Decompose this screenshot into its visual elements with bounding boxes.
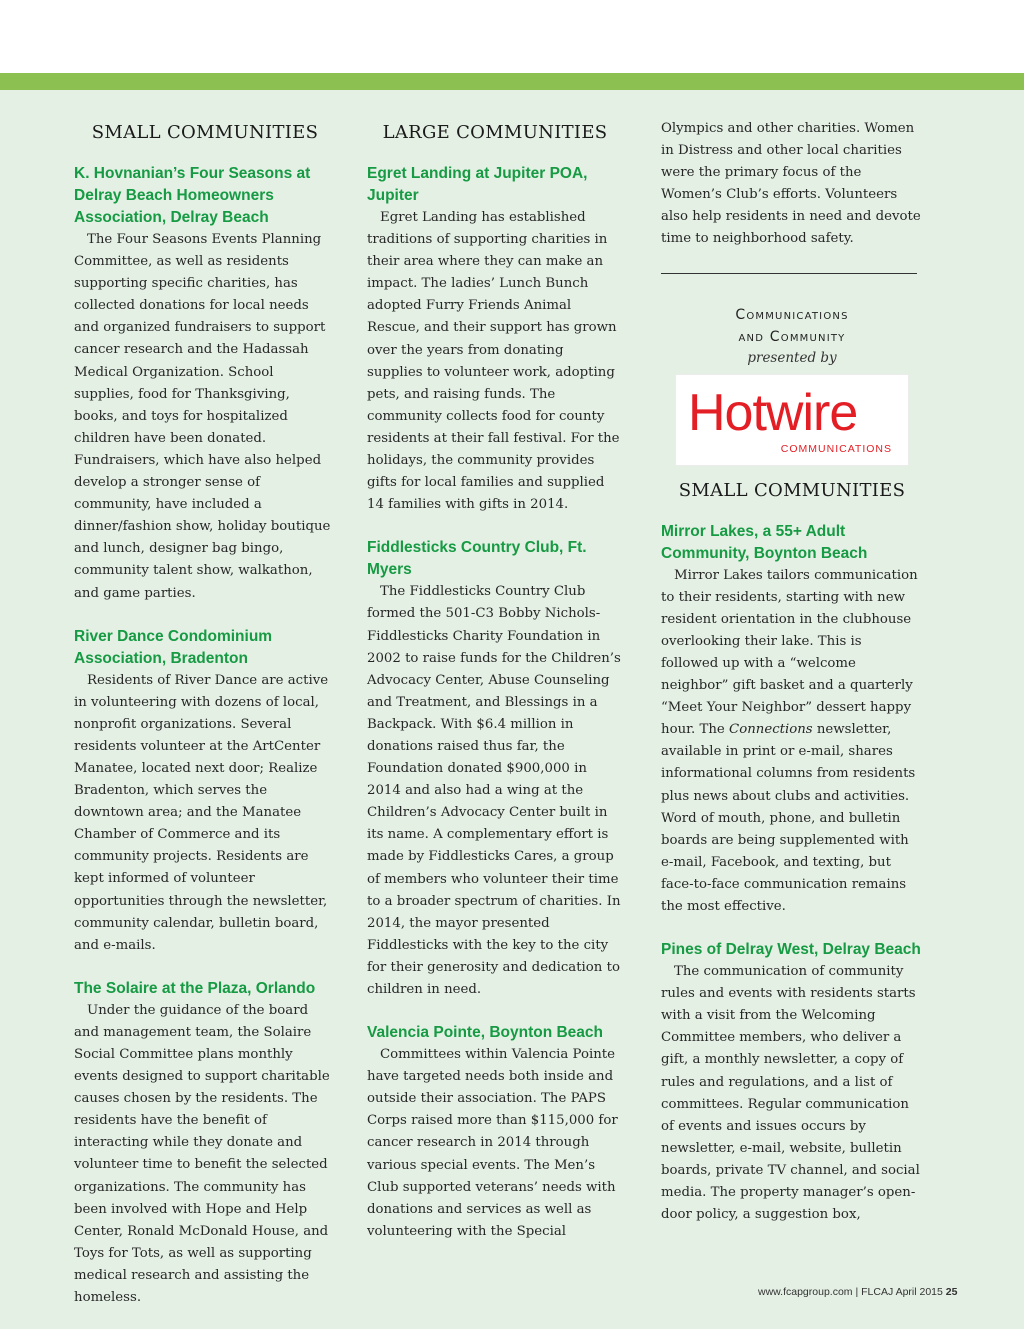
logo-wordmark: Hotwire (688, 383, 858, 442)
entry-title: The Solaire at the Plaza, Orlando (74, 979, 316, 997)
section-heading-large-communities: LARGE COMMUNITIES (382, 122, 608, 143)
column-2 (367, 118, 623, 1264)
entry-body: The Four Seasons Events Planning Committee, as well as residents supporting specific charities, has collected donations for local needs and organized fundraisers to support cancer research and the Hadassah Medical Organization. School supplies, food for Thanksgiving, books, and toys for hospitalized children have been donated. Fundraisers, which have also helped develop a stronger sense of community, have included a dinner/fashion show, holiday boutique and lunch, designer bag bingo, community talent show, walkathon, and game parties. (74, 232, 331, 601)
page-number: 25 (945, 1286, 958, 1298)
entry-body: Mirror Lakes tailors communication to their residents, starting with new resident orientation in the clubhouse overlooking their lake. This is followed up with a “welcome neighbor” gift basket and a quarterly “Meet Your Neighbor” dessert happy hour. The Connections newsletter, available in print or e-mail, shares informational columns from residents plus news about clubs and activities. Word of mouth, phone, and bulletin boards are being supplemented with e-mail, Facebook, and texting, but face-to-face communication remains the most effective. (661, 567, 918, 914)
column-3 (661, 118, 923, 1247)
section-heading-small-communities: SMALL COMMUNITIES (91, 122, 319, 143)
entry-title: K. Hovnanian’s Four Seasons at Delray Beach Homeowners Association, Delray Beach (74, 165, 311, 226)
header-green-bar (0, 73, 1024, 90)
divider (661, 273, 917, 274)
footer-separator: | (855, 1286, 859, 1298)
page-footer (758, 1286, 957, 1298)
entry-title: River Dance Condominium Association, Bradenton (74, 627, 273, 667)
entry-title: Egret Landing at Jupiter POA, Jupiter (367, 165, 588, 204)
footer-publication: FLCAJ (861, 1286, 894, 1298)
entry-body: Egret Landing has established traditions of supporting charities in their area where they can make an impact. The ladies’ Lunch Bunch adopted Furry Friends Animal Rescue, and their support has grown over the years from donating supplies to volunteer work, adopting pets, and raising funds. The community collects food for county residents at their fall festival. For the holidays, the community provides gifts for local families and supplied 14 families with gifts in 2014. (367, 210, 620, 513)
entry-body: Residents of River Dance are active in volunteering with dozens of local, nonprofit organizations. Several residents volunteer at the ArtCenter Manatee, located next door; Realize Bradenton, which serves the downtown area; and the Manatee Chamber of Commerce and its community projects. Residents are kept informed of volunteer opportunities through the newsletter, community calendar, bulletin board, and e-mails. (74, 672, 329, 953)
entry-title: Fiddlesticks Country Club, Ft. Myers (367, 539, 587, 579)
entry-body: Under the guidance of the board and management team, the Solaire Social Committee plans monthly events designed to support charitable causes chosen by the residents. The residents have the benefit of interacting while they donate and volunteer time to benefit the selected organizations. The community has been involved with Hope and Help Center, Ronald McDonald House, and Toys for Tots, as well as supporting medical research and assisting the homeless. (74, 1002, 330, 1306)
top-margin (0, 0, 1024, 73)
hotwire-logo (675, 374, 909, 466)
entry-title: Mirror Lakes, a 55+ Adult Community, Boynton Beach (661, 522, 868, 562)
entry-title: Valencia Pointe, Boynton Beach (367, 1024, 604, 1042)
comm-heading-line-1: Communications (735, 306, 849, 323)
section-heading-small-communities-2: SMALL COMMUNITIES (678, 479, 906, 501)
entry-body: Committees within Valencia Pointe have targeted needs both inside and outside their association. The PAPS Corps raised more than $115,000 for cancer research in 2014 through various special events. The Men’s Club supported veterans’ needs with donations and services as well as volunteering with the Special (367, 1047, 618, 1239)
presented-by: presented by (747, 349, 837, 366)
entry-body: The communication of community rules and events with residents starts with a visit from the Welcoming Committee members, who deliver a gift, a monthly newsletter, a copy of rules and regulations, and a list of committees. Regular communication of events and issues occurs by newsletter, e-mail, website, bulletin boards, private TV channel, and social media. The property manager’s open-door policy, a suggestion box, (661, 964, 920, 1223)
logo-subtitle: COMMUNICATIONS (780, 442, 892, 455)
entry-body: The Fiddlesticks Country Club formed the 501-C3 Bobby Nichols-Fiddlesticks Charity Foundation in 2002 to raise funds for the Children’s Advocacy Center, Abuse Counseling and Treatment, and Blessings in a Backpack. With $6.4 million in donations raised thus far, the Foundation donated $900,000 in 2014 and also had a wing at the Children’s Advocacy Center built in its name. A complementary effort is made by Fiddlesticks Cares, a group of members who volunteer their time to a broader spectrum of charities. In 2014, the mayor presented Fiddlesticks with the key to the city for their generosity and dedication to children in need. (367, 584, 621, 997)
comm-heading-line-2: and Community (738, 328, 846, 345)
entry-title: Pines of Delray West, Delray Beach (661, 941, 921, 959)
continued-text: Olympics and other charities. Women in Distress and other local charities were the primary focus of the Women’s Club’s efforts. Volunteers also help residents in need and devote time to neighborhood safety. (661, 121, 921, 247)
communications-heading (661, 304, 923, 348)
footer-date: April 2015 (895, 1286, 943, 1298)
column-1 (74, 118, 336, 1330)
footer-website: www.fcapgroup.com (758, 1286, 853, 1298)
